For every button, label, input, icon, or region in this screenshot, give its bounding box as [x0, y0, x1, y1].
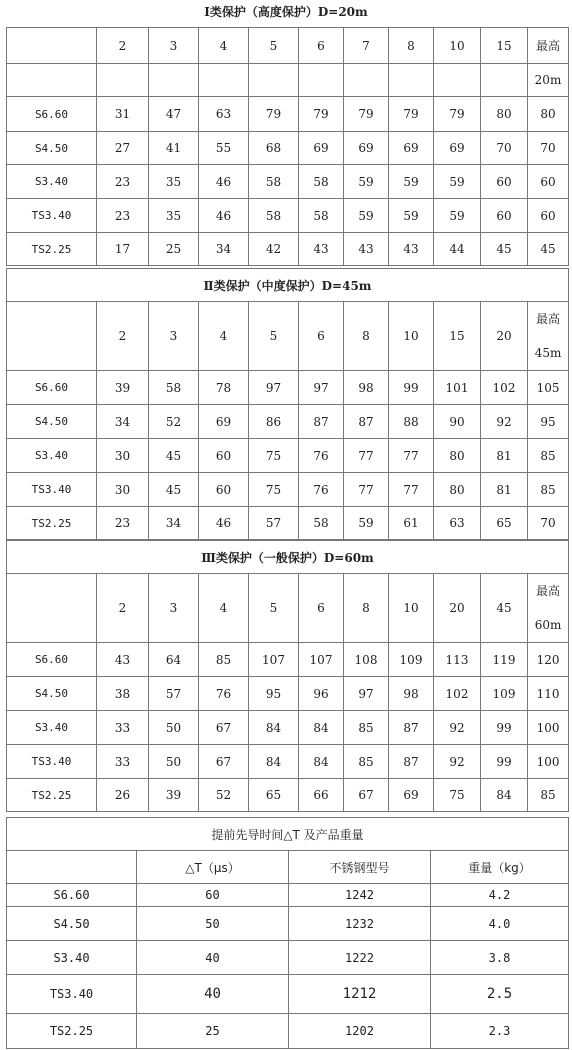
cell: 81	[481, 473, 528, 507]
table-row	[7, 941, 569, 975]
table-row	[7, 779, 569, 812]
column-header: 6	[299, 28, 344, 64]
cell: 69	[434, 132, 481, 165]
cell: 35	[149, 199, 199, 233]
row-label: TS2.25	[7, 233, 97, 266]
cell: 57	[149, 677, 199, 711]
cell: 69	[389, 779, 434, 812]
cell: 69	[389, 132, 434, 165]
table-row	[7, 233, 569, 266]
cell: 113	[434, 643, 481, 677]
cell: 69	[199, 405, 249, 439]
cell-model: 1232	[289, 907, 431, 941]
cell: 85	[344, 711, 389, 745]
cell: 35	[149, 165, 199, 199]
row-label: TS3.40	[7, 473, 97, 507]
column-header: 10	[389, 574, 434, 643]
cell: 38	[97, 677, 149, 711]
cell: 63	[199, 97, 249, 132]
cell: 119	[481, 643, 528, 677]
cell: 97	[344, 677, 389, 711]
cell: 100	[528, 711, 569, 745]
column-header: 3	[149, 28, 199, 64]
column-header: 5	[249, 302, 299, 371]
cell: 58	[249, 199, 299, 233]
cell: 86	[249, 405, 299, 439]
cell: 85	[528, 439, 569, 473]
column-header: 10	[434, 28, 481, 64]
cell: 109	[389, 643, 434, 677]
cell: 65	[249, 779, 299, 812]
cell: 41	[149, 132, 199, 165]
cell: 52	[199, 779, 249, 812]
protection-table-class2	[6, 268, 569, 540]
cell-model: 1242	[289, 884, 431, 907]
table-row	[7, 507, 569, 540]
cell-weight: 2.5	[431, 975, 569, 1014]
cell: 110	[528, 677, 569, 711]
row-label: TS2.25	[7, 1014, 137, 1049]
cell: 45	[528, 233, 569, 266]
cell: 58	[249, 165, 299, 199]
header-corner	[7, 28, 97, 64]
row-label: TS3.40	[7, 199, 97, 233]
row-label: S3.40	[7, 941, 137, 975]
cell: 75	[249, 473, 299, 507]
table3-title: Ⅲ类保护（一般保护）D=60m	[7, 541, 569, 574]
table-row	[7, 97, 569, 132]
table2-title: Ⅱ类保护（中度保护）D=45m	[7, 269, 569, 302]
cell-weight: 3.8	[431, 941, 569, 975]
cell: 90	[434, 405, 481, 439]
cell: 59	[389, 199, 434, 233]
cell-model: 1202	[289, 1014, 431, 1049]
table-row	[7, 643, 569, 677]
cell: 60	[481, 199, 528, 233]
cell: 84	[249, 711, 299, 745]
cell: 45	[481, 233, 528, 266]
cell: 59	[344, 165, 389, 199]
cell: 64	[149, 643, 199, 677]
cell-delta-t: 25	[137, 1014, 289, 1049]
cell: 39	[149, 779, 199, 812]
cell: 66	[299, 779, 344, 812]
cell: 34	[97, 405, 149, 439]
cell: 43	[97, 643, 149, 677]
row-label: S6.60	[7, 97, 97, 132]
cell: 85	[344, 745, 389, 779]
cell: 65	[481, 507, 528, 540]
row-label: S3.40	[7, 439, 97, 473]
cell: 100	[528, 745, 569, 779]
cell: 108	[344, 643, 389, 677]
lead-time-weight-table	[6, 817, 569, 1049]
cell: 84	[249, 745, 299, 779]
cell: 60	[528, 199, 569, 233]
cell: 26	[97, 779, 149, 812]
cell-delta-t: 40	[137, 941, 289, 975]
column-header: 3	[149, 302, 199, 371]
max-height-header	[528, 574, 569, 643]
cell: 107	[249, 643, 299, 677]
max-height-header	[528, 302, 569, 371]
cell: 23	[97, 165, 149, 199]
column-header: 5	[249, 574, 299, 643]
cell: 46	[199, 165, 249, 199]
cell: 75	[249, 439, 299, 473]
column-header: 4	[199, 28, 249, 64]
cell: 107	[299, 643, 344, 677]
cell: 43	[389, 233, 434, 266]
cell: 88	[389, 405, 434, 439]
cell: 60	[481, 165, 528, 199]
cell: 95	[249, 677, 299, 711]
cell: 97	[299, 371, 344, 405]
cell: 43	[344, 233, 389, 266]
cell: 23	[97, 507, 149, 540]
column-header: 10	[389, 302, 434, 371]
cell: 70	[481, 132, 528, 165]
cell: 87	[344, 405, 389, 439]
cell: 75	[434, 779, 481, 812]
table-row	[7, 405, 569, 439]
cell: 30	[97, 439, 149, 473]
cell: 76	[199, 677, 249, 711]
row-label: S6.60	[7, 643, 97, 677]
cell: 79	[434, 97, 481, 132]
table-row	[7, 907, 569, 941]
cell: 80	[481, 97, 528, 132]
cell-model: 1222	[289, 941, 431, 975]
cell: 84	[299, 711, 344, 745]
row-label: TS3.40	[7, 975, 137, 1014]
cell: 78	[199, 371, 249, 405]
cell: 57	[249, 507, 299, 540]
cell: 33	[97, 711, 149, 745]
cell: 80	[434, 439, 481, 473]
row-label: TS2.25	[7, 779, 97, 812]
cell: 59	[389, 165, 434, 199]
column-header: 3	[149, 574, 199, 643]
cell: 85	[528, 779, 569, 812]
column-header: 6	[299, 302, 344, 371]
cell: 58	[299, 165, 344, 199]
row-label: S3.40	[7, 711, 97, 745]
cell: 61	[389, 507, 434, 540]
cell: 67	[199, 745, 249, 779]
cell: 67	[344, 779, 389, 812]
cell: 55	[199, 132, 249, 165]
cell: 39	[97, 371, 149, 405]
row-label: TS3.40	[7, 745, 97, 779]
max-height-value: 60m	[534, 618, 562, 632]
cell: 45	[149, 439, 199, 473]
cell: 92	[434, 745, 481, 779]
cell: 69	[299, 132, 344, 165]
column-header: 15	[481, 28, 528, 64]
column-header: 8	[344, 574, 389, 643]
cell: 42	[249, 233, 299, 266]
cell: 52	[149, 405, 199, 439]
cell: 85	[199, 643, 249, 677]
cell: 79	[344, 97, 389, 132]
cell: 79	[389, 97, 434, 132]
cell: 98	[389, 677, 434, 711]
cell: 69	[344, 132, 389, 165]
table-row	[7, 473, 569, 507]
cell-delta-t: 40	[137, 975, 289, 1014]
cell: 59	[344, 507, 389, 540]
table-row	[7, 1014, 569, 1049]
cell: 43	[299, 233, 344, 266]
header-corner	[7, 302, 97, 371]
cell: 98	[344, 371, 389, 405]
table-row	[7, 132, 569, 165]
cell-delta-t: 50	[137, 907, 289, 941]
cell: 46	[199, 199, 249, 233]
cell: 84	[299, 745, 344, 779]
cell: 85	[528, 473, 569, 507]
table-row	[7, 371, 569, 405]
column-header: 2	[97, 574, 149, 643]
header-corner	[7, 851, 137, 884]
cell: 84	[481, 779, 528, 812]
cell: 59	[434, 199, 481, 233]
cell: 17	[97, 233, 149, 266]
column-header-weight: 重量（kg）	[431, 851, 569, 884]
cell-weight: 2.3	[431, 1014, 569, 1049]
cell: 60	[528, 165, 569, 199]
cell: 96	[299, 677, 344, 711]
cell: 47	[149, 97, 199, 132]
cell: 87	[389, 745, 434, 779]
cell: 79	[249, 97, 299, 132]
column-header: 4	[199, 302, 249, 371]
max-height-value: 45m	[534, 346, 562, 360]
cell-delta-t: 60	[137, 884, 289, 907]
cell: 87	[299, 405, 344, 439]
table4-title: 提前先导时间△T 及产品重量	[7, 818, 569, 851]
cell: 95	[528, 405, 569, 439]
cell: 77	[389, 473, 434, 507]
row-label: S4.50	[7, 405, 97, 439]
cell: 50	[149, 745, 199, 779]
cell: 102	[434, 677, 481, 711]
cell: 87	[389, 711, 434, 745]
table-row	[7, 677, 569, 711]
column-header: 5	[249, 28, 299, 64]
cell: 58	[299, 507, 344, 540]
column-header: 8	[389, 28, 434, 64]
column-header-delta-t: △T（μs）	[137, 851, 289, 884]
cell: 60	[199, 439, 249, 473]
table-row	[7, 439, 569, 473]
cell: 30	[97, 473, 149, 507]
cell-weight: 4.0	[431, 907, 569, 941]
cell: 50	[149, 711, 199, 745]
cell: 70	[528, 132, 569, 165]
cell: 27	[97, 132, 149, 165]
cell: 46	[199, 507, 249, 540]
cell: 59	[434, 165, 481, 199]
cell: 102	[481, 371, 528, 405]
cell: 58	[149, 371, 199, 405]
cell-model: 1212	[289, 975, 431, 1014]
cell: 101	[434, 371, 481, 405]
cell: 80	[434, 473, 481, 507]
cell: 92	[481, 405, 528, 439]
column-header: 2	[97, 302, 149, 371]
cell: 97	[249, 371, 299, 405]
column-header: 6	[299, 574, 344, 643]
row-label: S6.60	[7, 884, 137, 907]
cell: 120	[528, 643, 569, 677]
protection-table-class1	[6, 27, 569, 266]
max-height-label: 最高	[536, 584, 561, 598]
header-corner	[7, 574, 97, 643]
cell: 76	[299, 473, 344, 507]
table-row	[7, 165, 569, 199]
cell: 77	[344, 473, 389, 507]
cell: 99	[389, 371, 434, 405]
cell: 67	[199, 711, 249, 745]
cell: 70	[528, 507, 569, 540]
row-label: S6.60	[7, 371, 97, 405]
cell: 59	[344, 199, 389, 233]
protection-table-class3	[6, 540, 569, 812]
column-header: 2	[97, 28, 149, 64]
cell: 105	[528, 371, 569, 405]
cell: 99	[481, 711, 528, 745]
table-row	[7, 975, 569, 1014]
column-header: 15	[434, 302, 481, 371]
cell: 60	[199, 473, 249, 507]
column-header: 20	[434, 574, 481, 643]
row-label: TS2.25	[7, 507, 97, 540]
column-header: 7	[344, 28, 389, 64]
cell: 23	[97, 199, 149, 233]
cell: 80	[528, 97, 569, 132]
max-height-label: 最高	[528, 28, 569, 64]
cell: 109	[481, 677, 528, 711]
column-header: 8	[344, 302, 389, 371]
column-header: 4	[199, 574, 249, 643]
cell: 34	[149, 507, 199, 540]
cell: 44	[434, 233, 481, 266]
cell: 68	[249, 132, 299, 165]
table1-title: Ⅰ类保护（高度保护）D=20m	[204, 5, 368, 19]
cell-weight: 4.2	[431, 884, 569, 907]
cell: 76	[299, 439, 344, 473]
cell: 63	[434, 507, 481, 540]
cell: 25	[149, 233, 199, 266]
cell: 77	[344, 439, 389, 473]
cell: 31	[97, 97, 149, 132]
cell: 77	[389, 439, 434, 473]
table-row	[7, 745, 569, 779]
table-row	[7, 711, 569, 745]
table-row	[7, 199, 569, 233]
cell: 45	[149, 473, 199, 507]
cell: 79	[299, 97, 344, 132]
column-header-model: 不锈钢型号	[289, 851, 431, 884]
row-label: S4.50	[7, 907, 137, 941]
row-label: S3.40	[7, 165, 97, 199]
row-label: S4.50	[7, 132, 97, 165]
column-header: 20	[481, 302, 528, 371]
cell: 33	[97, 745, 149, 779]
cell: 81	[481, 439, 528, 473]
cell: 99	[481, 745, 528, 779]
row-label: S4.50	[7, 677, 97, 711]
column-header: 45	[481, 574, 528, 643]
max-height-value: 20m	[528, 64, 569, 97]
cell: 92	[434, 711, 481, 745]
cell: 58	[299, 199, 344, 233]
max-height-label: 最高	[536, 312, 561, 326]
table-row	[7, 884, 569, 907]
cell: 34	[199, 233, 249, 266]
